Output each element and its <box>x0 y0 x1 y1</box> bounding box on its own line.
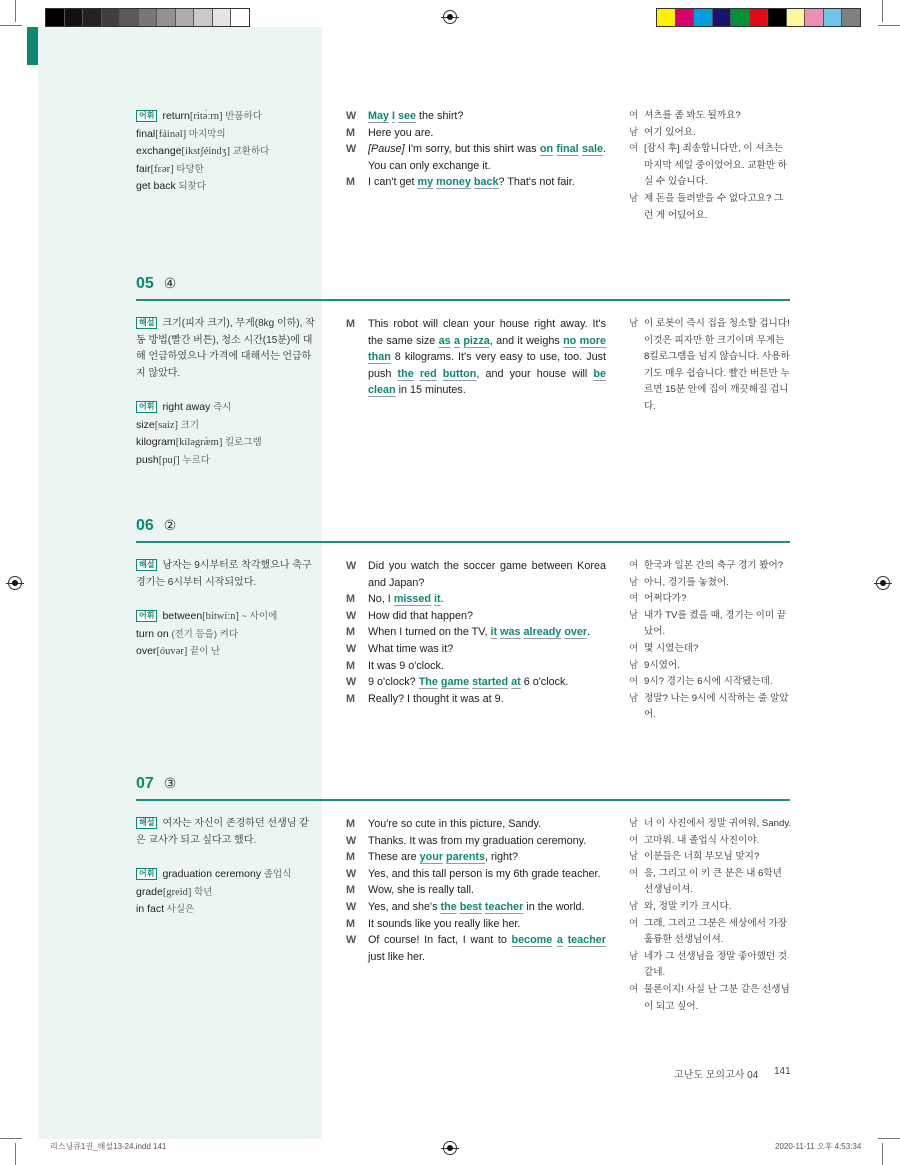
vocab-meaning: 되찾다 <box>175 181 206 193</box>
vocab-meaning: 졸업식 <box>261 869 292 880</box>
vocab-item <box>136 643 277 661</box>
translation-text: 아니, 경기를 놓쳤어. <box>644 576 729 588</box>
crop-mark <box>882 0 883 22</box>
dialogue-text: It was 9 o'clock. <box>368 659 444 672</box>
page-number: 141 <box>774 1066 791 1077</box>
translation-line <box>629 608 792 641</box>
dialogue-text: 9 o'clock? The game started at 6 o'clock. <box>368 676 569 689</box>
vocab-word: size <box>136 418 155 431</box>
dialogue-text: Really? I thought it was at 9. <box>368 692 504 705</box>
dictation-answer: missed <box>393 593 432 606</box>
answer-marker: ④ <box>163 275 177 291</box>
vocab-tag: 어휘 <box>136 868 157 880</box>
translation-line <box>629 125 792 142</box>
question-number: 07 <box>136 775 154 792</box>
q06-vocab-list <box>136 608 277 661</box>
color-swatch <box>824 9 843 26</box>
dialogue-line <box>346 558 606 591</box>
dictation-answer: parents <box>446 851 486 864</box>
translation-text: 물론이지! 사실 난 그분 같은 선생님이 되고 싶어. <box>644 983 790 1012</box>
vocab-item <box>136 178 269 196</box>
vocab-word: turn on <box>136 627 169 640</box>
dialogue-text: It sounds like you really like her. <box>368 917 521 930</box>
q07-dialogue <box>346 816 606 965</box>
vocab-phonetic: [fɛər] <box>150 163 174 175</box>
speaker-label: M <box>346 917 355 930</box>
dictation-answer: it <box>434 593 441 606</box>
color-swatch <box>65 9 84 26</box>
translation-text: [잠시 후] 죄송합니다만, 이 셔츠는 마지막 세일 중이었어요. 교환만 하실 수 있습니다. <box>644 143 788 188</box>
dictation-answer: game <box>440 676 470 689</box>
color-swatch <box>731 9 750 26</box>
translation-text: 셔츠를 좀 봐도 될까요? <box>644 110 741 121</box>
vocab-phonetic: [greid] <box>162 886 192 898</box>
dictation-answer: it <box>490 626 498 639</box>
speaker-label: 여 <box>629 867 639 879</box>
crop-mark <box>0 1138 22 1139</box>
vocab-word: grade <box>136 885 163 898</box>
dialogue-line <box>346 641 606 658</box>
q05-translation <box>629 316 792 416</box>
vocab-tag: 어휘 <box>136 110 157 122</box>
speaker-label: 여 <box>629 593 639 605</box>
dialogue-line <box>346 866 606 883</box>
color-swatch <box>676 9 695 26</box>
translation-line <box>629 866 792 899</box>
q07-translation <box>629 816 792 1015</box>
color-swatch <box>805 9 824 26</box>
translation-text: 9시였어. <box>644 659 680 671</box>
vocab-meaning: 타당한 <box>173 163 204 175</box>
q06-heading <box>136 517 176 535</box>
translation-text: 제 돈을 돌려받을 수 없다고요? 그런 게 어딨어요. <box>644 192 784 221</box>
vocab-item <box>136 884 291 902</box>
vocab-word: right away <box>162 401 211 413</box>
dialogue-text: Yes, and this tall person is my 6th grade teacher. <box>368 867 601 880</box>
dictation-answer: over <box>564 626 588 639</box>
vocab-meaning: 사실은 <box>164 904 195 916</box>
translation-line <box>629 658 792 675</box>
dialogue-line <box>346 932 606 965</box>
speaker-label: W <box>346 867 357 880</box>
dictation-answer: started <box>472 676 509 689</box>
translation-line <box>629 141 792 191</box>
dialogue-line <box>346 816 606 833</box>
color-swatch <box>176 9 195 26</box>
vocab-meaning: 누르다 <box>179 454 210 466</box>
speaker-label: M <box>346 126 355 139</box>
speaker-label: 여 <box>629 143 639 155</box>
dialogue-line <box>346 141 606 174</box>
speaker-label: 남 <box>629 950 639 962</box>
registration-mark-icon <box>443 10 457 24</box>
vocab-word: in fact <box>136 903 165 916</box>
registration-mark-icon <box>8 576 22 590</box>
vocab-word: final <box>136 127 156 140</box>
vocab-tag: 어휘 <box>136 401 157 413</box>
question-number: 05 <box>136 275 154 292</box>
vocab-word: get back <box>136 180 176 193</box>
vocab-meaning: 교환하다 <box>229 146 270 158</box>
vocab-word: over <box>136 645 157 658</box>
explanation-tag: 해설 <box>136 559 157 571</box>
translation-text: 한국과 일본 간의 축구 경기 봤어? <box>644 560 784 571</box>
dictation-answer: money <box>436 176 471 189</box>
speaker-label: 남 <box>629 659 639 671</box>
speaker-label: W <box>346 110 357 122</box>
speaker-label: W <box>346 560 357 572</box>
dialogue-line <box>346 608 606 625</box>
dictation-answer: my <box>417 176 434 189</box>
color-swatch <box>713 9 732 26</box>
dictation-answer: be <box>593 367 606 380</box>
dictation-answer: a <box>556 934 563 947</box>
speaker-label: M <box>346 593 355 606</box>
vocab-item <box>136 161 269 179</box>
dialogue-line <box>346 916 606 933</box>
vocab-word: graduation ceremony <box>162 868 262 880</box>
dialogue-line <box>346 658 606 675</box>
speaker-label: 남 <box>629 192 639 204</box>
speaker-label: 남 <box>629 818 639 829</box>
translation-text: 정말? 나는 9시에 시작하는 줄 알았어. <box>644 692 789 721</box>
dictation-answer: The <box>418 676 438 689</box>
dictation-answer: red <box>419 367 437 380</box>
dictation-answer: back <box>473 176 499 189</box>
dictation-answer: already <box>523 626 562 639</box>
dictation-answer: the <box>440 900 457 913</box>
dictation-answer: on <box>539 143 554 156</box>
color-swatch <box>842 9 860 26</box>
vocab-phonetic: [ritə́ːrn] <box>189 111 223 122</box>
translation-line <box>629 982 792 1015</box>
vocab-item <box>136 434 262 452</box>
dialogue-text: What time was it? <box>368 642 454 655</box>
dictation-answer: than <box>368 351 391 364</box>
dictation-answer: best <box>459 900 482 913</box>
translation-text: 고마워. 내 졸업식 사진이야. <box>644 834 760 846</box>
dialogue-line <box>346 899 606 916</box>
dialogue-line <box>346 174 606 191</box>
translation-text: 9시? 경기는 6시에 시작됐는데. <box>644 676 773 688</box>
speaker-label: 여 <box>629 983 639 995</box>
speaker-label: M <box>346 176 355 189</box>
vocab-phonetic: [kíləgræ̀m] <box>175 437 223 449</box>
speaker-label: 남 <box>629 126 639 138</box>
translation-text: 그래, 그리고 그분은 세상에서 가장 훌륭한 선생님이셔. <box>644 917 788 946</box>
color-swatch <box>657 9 676 26</box>
dictation-answer: more <box>579 334 607 347</box>
dialogue-text: You're so cute in this picture, Sandy. <box>368 818 542 830</box>
crop-mark <box>878 1138 900 1139</box>
speaker-label: 남 <box>629 576 639 588</box>
dialogue-line <box>346 882 606 899</box>
speaker-label: M <box>346 851 355 864</box>
dictation-answer: teacher <box>484 900 524 913</box>
dictation-answer: teacher <box>567 934 606 947</box>
translation-line <box>629 191 792 224</box>
speaker-label: M <box>346 818 355 830</box>
translation-text: 네가 그 선생님을 정말 좋아했던 것 같네. <box>644 950 788 979</box>
q05-dialogue <box>346 316 606 399</box>
vocab-item <box>136 143 269 161</box>
vocab-item <box>136 108 269 126</box>
translation-line <box>629 316 792 416</box>
translation-text: 어쩌다가? <box>644 593 687 605</box>
explanation-tag: 해설 <box>136 817 157 829</box>
q06-explanation <box>136 558 316 591</box>
answer-marker: ② <box>163 517 177 533</box>
translation-text: 여기 있어요. <box>644 126 696 138</box>
vocab-word: kilogram <box>136 436 176 449</box>
speaker-label: 남 <box>629 900 639 912</box>
vocab-tag: 어휘 <box>136 610 157 622</box>
translation-line <box>629 674 792 691</box>
crop-mark <box>15 0 16 22</box>
color-swatch <box>102 9 121 26</box>
dictation-answer: I <box>392 110 396 122</box>
explanation-text: 남자는 9시부터로 착각했으나 축구 경기는 6시부터 시작되었다. <box>136 560 312 588</box>
vocab-meaning: 끝이 난 <box>187 646 221 658</box>
dictation-answer: button <box>442 367 477 380</box>
color-swatch <box>768 9 787 26</box>
color-swatch <box>83 9 102 26</box>
speaker-label: M <box>346 884 355 897</box>
grayscale-color-bar <box>45 8 250 27</box>
speaker-label: W <box>346 900 357 913</box>
speaker-label: M <box>346 692 355 705</box>
translation-line <box>629 849 792 866</box>
vocab-item <box>136 126 269 144</box>
vocab-meaning: 즉시 <box>210 402 232 413</box>
speaker-label: 여 <box>629 676 639 688</box>
q06-translation <box>629 558 792 724</box>
translation-text: 응, 그리고 이 키 큰 분은 내 6학년 선생님이셔. <box>644 867 782 896</box>
running-footer-title: 고난도 모의고사 04 <box>674 1070 759 1081</box>
explanation-text: 여자는 자신이 존경하던 선생님 같은 교사가 되고 싶다고 했다. <box>136 818 309 846</box>
translation-text: 이분들은 너희 부모님 맞지? <box>644 851 760 863</box>
dictation-answer: as <box>438 334 451 347</box>
translation-text: 몇 시였는데? <box>644 642 699 654</box>
section-divider <box>136 299 790 301</box>
dialogue-text: Thanks. It was from my graduation ceremony. <box>368 834 587 847</box>
vocab-word: exchange <box>136 145 182 158</box>
dialogue-line <box>346 316 606 399</box>
speaker-label: 여 <box>629 917 639 929</box>
vocab-item <box>136 399 262 417</box>
vocab-meaning: 반품하다 <box>222 111 262 122</box>
speaker-label: W <box>346 834 357 847</box>
dialogue-line <box>346 691 606 708</box>
vocab-meaning: 크기 <box>178 419 200 431</box>
registration-mark-icon <box>876 576 890 590</box>
stage-direction: [Pause] <box>368 143 405 156</box>
question-number: 06 <box>136 517 154 534</box>
slug-timestamp: 2020-11-11 오후 4:53:34 <box>775 1142 862 1151</box>
dialogue-line <box>346 674 606 691</box>
dictation-answer: at <box>511 676 521 689</box>
dictation-answer: the <box>397 367 414 380</box>
dictation-answer: a <box>453 334 460 347</box>
q04-translation <box>629 108 792 224</box>
vocab-item <box>136 417 262 435</box>
q05-vocab-list <box>136 399 262 469</box>
vocab-item <box>136 626 277 644</box>
vocab-phonetic: [saiz] <box>154 419 179 431</box>
translation-line <box>629 816 792 833</box>
dialogue-text: When I turned on the TV, it was already over. <box>368 626 591 639</box>
speaker-label: 여 <box>629 110 639 121</box>
color-swatch <box>787 9 806 26</box>
vocab-phonetic: [fáinəl] <box>155 128 187 140</box>
dialogue-text: Wow, she is really tall. <box>368 884 475 897</box>
q07-explanation <box>136 816 316 849</box>
color-swatch <box>194 9 213 26</box>
speaker-label: 여 <box>629 834 639 846</box>
translation-line <box>629 691 792 724</box>
dialogue-text: Of course! In fact, I want to become a teacher just like her. <box>368 934 606 963</box>
vocab-meaning: (전기 등을) 켜다 <box>168 628 239 640</box>
vocab-item <box>136 608 277 626</box>
vocab-word: fair <box>136 162 151 175</box>
slug-filename: 리스닝큐1권_해설13-24.indd 141 <box>50 1142 167 1151</box>
dictation-answer: May <box>368 110 390 122</box>
dictation-answer: final <box>556 143 579 156</box>
dialogue-line <box>346 849 606 866</box>
section-divider <box>136 799 790 801</box>
q06-dialogue <box>346 558 606 707</box>
dialogue-line <box>346 591 606 608</box>
translation-line <box>629 949 792 982</box>
color-swatch <box>46 9 65 26</box>
dictation-answer: no <box>563 334 577 347</box>
dialogue-line <box>346 108 606 125</box>
dictation-answer: was <box>500 626 521 639</box>
vocab-meaning: ~ 사이에 <box>238 611 278 622</box>
vocab-word: return <box>162 110 190 122</box>
color-swatch <box>750 9 769 26</box>
translation-text: 내가 TV를 켰을 때, 경기는 이미 끝났어. <box>644 609 787 638</box>
dictation-answer: your <box>419 851 444 864</box>
speaker-label: 남 <box>629 318 639 329</box>
answer-marker: ③ <box>163 775 177 791</box>
speaker-label: 여 <box>629 560 639 571</box>
color-swatch <box>120 9 139 26</box>
color-swatch <box>157 9 176 26</box>
color-swatch <box>213 9 232 26</box>
dialogue-text: I can't get my money back? That's not fair. <box>368 176 575 189</box>
vocab-phonetic: [ikstʃéindʒ] <box>181 146 230 158</box>
color-swatch <box>694 9 713 26</box>
vocab-phonetic: [puʃ] <box>158 454 180 466</box>
speaker-label: W <box>346 934 357 947</box>
crop-mark <box>15 1143 16 1165</box>
translation-line <box>629 916 792 949</box>
dictation-answer: become <box>511 934 553 947</box>
vocab-item <box>136 452 262 470</box>
translation-line <box>629 575 792 592</box>
translation-text: 너 이 사진에서 정말 귀여워, Sandy. <box>644 818 792 829</box>
vocab-word: between <box>162 610 203 622</box>
dictation-answer: sale <box>582 143 604 156</box>
translation-line <box>629 833 792 850</box>
section-divider <box>136 541 790 543</box>
speaker-label: W <box>346 143 357 156</box>
q04-vocab-list <box>136 108 269 196</box>
translation-line <box>629 641 792 658</box>
vocab-meaning: 학년 <box>191 886 213 898</box>
q07-heading <box>136 775 176 793</box>
explanation-text: 크기(피자 크기), 무게(8kg 이하), 작동 방법(빨간 버튼), 청소 시간(15분)에 대해 언급하였으나 가격에 대해서는 언급하지 않았다. <box>136 318 315 379</box>
vocab-phonetic: [bitwíːn] <box>202 611 239 622</box>
crop-mark <box>0 25 22 26</box>
speaker-label: W <box>346 642 357 655</box>
color-swatch <box>139 9 158 26</box>
dialogue-text: How did that happen? <box>368 609 474 622</box>
cmyk-color-bar <box>656 8 861 27</box>
dialogue-text: These are your parents, right? <box>368 851 519 864</box>
dialogue-line <box>346 125 606 142</box>
q05-heading <box>136 275 176 293</box>
dictation-answer: clean <box>368 384 396 397</box>
vocab-meaning: 마지막의 <box>186 128 226 140</box>
speaker-label: 여 <box>629 642 639 654</box>
translation-line <box>629 558 792 575</box>
dictation-answer: see <box>398 110 417 122</box>
dialogue-line <box>346 833 606 850</box>
q05-explanation <box>136 316 316 382</box>
dialogue-text: No, I missed it. <box>368 593 444 606</box>
color-swatch <box>231 9 249 26</box>
speaker-label: M <box>346 659 355 672</box>
dialogue-text: Here you are. <box>368 126 434 139</box>
dialogue-text: May I see the shirt? <box>368 110 464 122</box>
vocab-item <box>136 901 291 919</box>
q04-dialogue <box>346 108 606 191</box>
q07-vocab-list <box>136 866 291 919</box>
speaker-label: 남 <box>629 609 639 621</box>
dialogue-text: [Pause] I'm sorry, but this shirt was on final sale. You can only exchange it. <box>368 143 607 172</box>
translation-line <box>629 899 792 916</box>
dialogue-text: This robot will clean your house right away. It's the same size as a pizza, and it weighs no more than 8 kilograms. It's very easy to use, too. Just push the red button, and your house will be clean in 15 minutes. <box>368 318 607 397</box>
vocab-item <box>136 866 291 884</box>
speaker-label: W <box>346 676 357 689</box>
chapter-tab-marker <box>27 27 38 65</box>
explanation-tag: 해설 <box>136 317 157 329</box>
dialogue-line <box>346 624 606 641</box>
translation-line <box>629 108 792 125</box>
crop-mark <box>878 25 900 26</box>
vocab-meaning: 킬로그램 <box>222 437 262 449</box>
translation-text: 와, 정말 키가 크시다. <box>644 900 732 912</box>
registration-mark-icon <box>443 1141 457 1155</box>
dictation-answer: pizza <box>463 334 490 347</box>
translation-line <box>629 591 792 608</box>
speaker-label: M <box>346 626 355 639</box>
speaker-label: W <box>346 609 357 622</box>
dialogue-text: Did you watch the soccer game between Korea and Japan? <box>368 560 606 589</box>
speaker-label: M <box>346 318 355 330</box>
vocab-phonetic: [óuvər] <box>156 646 188 658</box>
crop-mark <box>882 1143 883 1165</box>
translation-text: 이 로봇이 즉시 집을 청소할 겁니다! 이것은 피자만 한 크기이며 무게는 8킬로그램을 넘지 않습니다. 사용하기도 매우 쉽습니다. 빨간 버튼만 누르면 15분 안에 집이 깨끗해질 겁니다. <box>644 318 790 412</box>
speaker-label: 남 <box>629 851 639 863</box>
speaker-label: 남 <box>629 692 639 704</box>
dialogue-text: Yes, and she's the best teacher in the world. <box>368 900 585 913</box>
vocab-word: push <box>136 453 159 466</box>
